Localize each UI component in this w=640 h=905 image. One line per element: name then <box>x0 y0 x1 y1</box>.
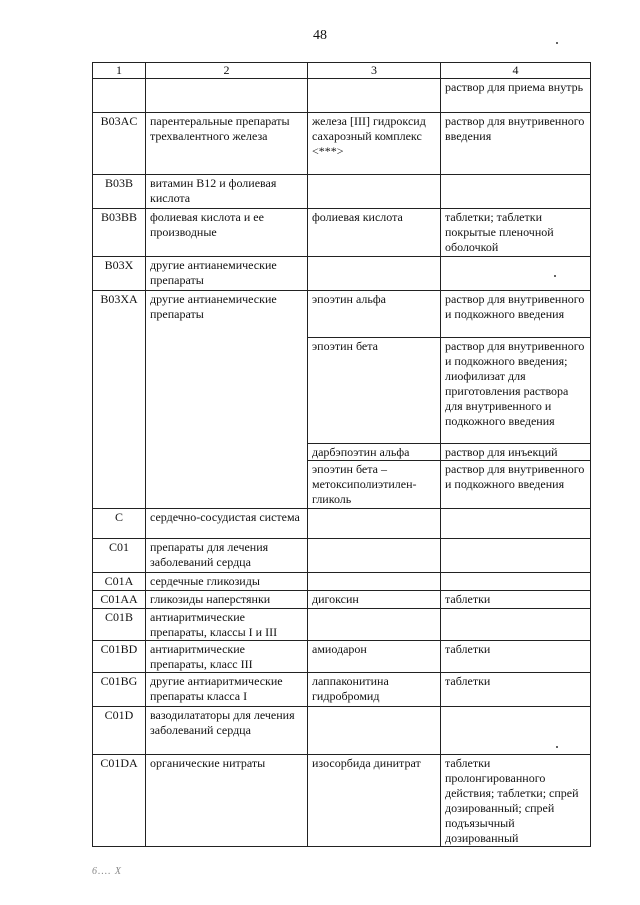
drug-name: эпоэтин бета <box>308 338 441 444</box>
table-row <box>93 79 591 113</box>
dosage-form: таблетки пролонгированного действия; таблетки; спрей дозированный; спрей подъязычный дозированный <box>441 755 591 847</box>
dosage-form <box>441 609 591 641</box>
drug-name <box>308 707 441 755</box>
drug-name <box>308 257 441 291</box>
pharmacological-group: сердечно-сосудистая система <box>146 509 308 539</box>
header-col-4: 4 <box>441 63 591 79</box>
table-row <box>93 755 591 847</box>
pharmacological-group: сердечные гликозиды <box>146 573 308 591</box>
drug-name <box>308 609 441 641</box>
table-row <box>93 673 591 707</box>
table-row <box>93 338 591 444</box>
drug-table <box>92 62 591 847</box>
pharmacological-group <box>146 79 308 113</box>
drug-name: изосорбида динитрат <box>308 755 441 847</box>
atc-code: B03XA <box>93 291 146 338</box>
header-col-1: 1 <box>93 63 146 79</box>
table-row <box>93 209 591 257</box>
atc-code: B03X <box>93 257 146 291</box>
dosage-form <box>441 707 591 755</box>
dosage-form: раствор для внутривенного и подкожного введения <box>441 291 591 338</box>
table-row <box>93 539 591 573</box>
pharmacological-group: препараты для лечения заболеваний сердца <box>146 539 308 573</box>
page-number: 48 <box>313 28 327 43</box>
atc-code: B03AC <box>93 113 146 175</box>
table-row <box>93 573 591 591</box>
drug-name: фолиевая кислота <box>308 209 441 257</box>
header-col-3: 3 <box>308 63 441 79</box>
drug-name: дигоксин <box>308 591 441 609</box>
table-row <box>93 641 591 673</box>
drug-name: эпоэтин бета – метоксиполиэтилен-гликоль <box>308 461 441 509</box>
pharmacological-group: антиаритмические препараты, классы I и III <box>146 609 308 641</box>
dosage-form: раствор для инъекций <box>441 444 591 461</box>
table-row <box>93 175 591 209</box>
pharmacological-group: другие антианемические препараты <box>146 257 308 291</box>
drug-name: дарбэпоэтин альфа <box>308 444 441 461</box>
dosage-form <box>441 175 591 209</box>
drug-name: железа [III] гидроксид сахарозный комплекс <***> <box>308 113 441 175</box>
table-row <box>93 113 591 175</box>
pharmacological-group: парентеральные препараты трехвалентного железа <box>146 113 308 175</box>
dosage-form: таблетки <box>441 641 591 673</box>
dosage-form: раствор для приема внутрь <box>441 79 591 113</box>
dosage-form <box>441 509 591 539</box>
pharmacological-group: гликозиды наперстянки <box>146 591 308 609</box>
table-row <box>93 444 591 461</box>
pharmacological-group: другие антиаритмические препараты класса I <box>146 673 308 707</box>
atc-code: C <box>93 509 146 539</box>
dosage-form <box>441 573 591 591</box>
header-col-2: 2 <box>146 63 308 79</box>
pharmacological-group: витамин B12 и фолиевая кислота <box>146 175 308 209</box>
pharmacological-group: органические нитраты <box>146 755 308 847</box>
pharmacological-group <box>146 461 308 509</box>
drug-name: амиодарон <box>308 641 441 673</box>
dosage-form: раствор для внутривенного и подкожного введения <box>441 461 591 509</box>
pharmacological-group: вазодилататоры для лечения заболеваний сердца <box>146 707 308 755</box>
dosage-form <box>441 539 591 573</box>
drug-name <box>308 509 441 539</box>
atc-code: C01B <box>93 609 146 641</box>
drug-name <box>308 79 441 113</box>
table-row <box>93 509 591 539</box>
drug-name <box>308 539 441 573</box>
dosage-form <box>441 257 591 291</box>
table-row <box>93 609 591 641</box>
dosage-form: раствор для внутривенного введения <box>441 113 591 175</box>
footer-mark: 6.… X <box>92 866 122 877</box>
atc-code: C01BG <box>93 673 146 707</box>
atc-code <box>93 444 146 461</box>
atc-code: C01 <box>93 539 146 573</box>
table-row <box>93 291 591 338</box>
table-row <box>93 257 591 291</box>
atc-code <box>93 461 146 509</box>
pharmacological-group <box>146 338 308 444</box>
dosage-form: таблетки; таблетки покрытые пленочной оболочкой <box>441 209 591 257</box>
header-row <box>93 63 591 79</box>
atc-code: C01A <box>93 573 146 591</box>
drug-name <box>308 573 441 591</box>
table-row <box>93 461 591 509</box>
scan-speck <box>556 42 558 44</box>
atc-code: B03B <box>93 175 146 209</box>
atc-code: C01D <box>93 707 146 755</box>
pharmacological-group: антиаритмические препараты, класс III <box>146 641 308 673</box>
dosage-form: таблетки <box>441 673 591 707</box>
table-row <box>93 591 591 609</box>
atc-code <box>93 79 146 113</box>
atc-code: C01DA <box>93 755 146 847</box>
atc-code: C01AA <box>93 591 146 609</box>
pharmacological-group: другие антианемические препараты <box>146 291 308 338</box>
drug-name: лаппаконитина гидробромид <box>308 673 441 707</box>
dosage-form: таблетки <box>441 591 591 609</box>
atc-code: C01BD <box>93 641 146 673</box>
drug-name: эпоэтин альфа <box>308 291 441 338</box>
atc-code <box>93 338 146 444</box>
atc-code: B03BB <box>93 209 146 257</box>
pharmacological-group: фолиевая кислота и ее производные <box>146 209 308 257</box>
dosage-form: раствор для внутривенного и подкожного введения; лиофилизат для приготовления раствора для внутривенного и подкожного введения <box>441 338 591 444</box>
table-row <box>93 707 591 755</box>
pharmacological-group <box>146 444 308 461</box>
drug-name <box>308 175 441 209</box>
